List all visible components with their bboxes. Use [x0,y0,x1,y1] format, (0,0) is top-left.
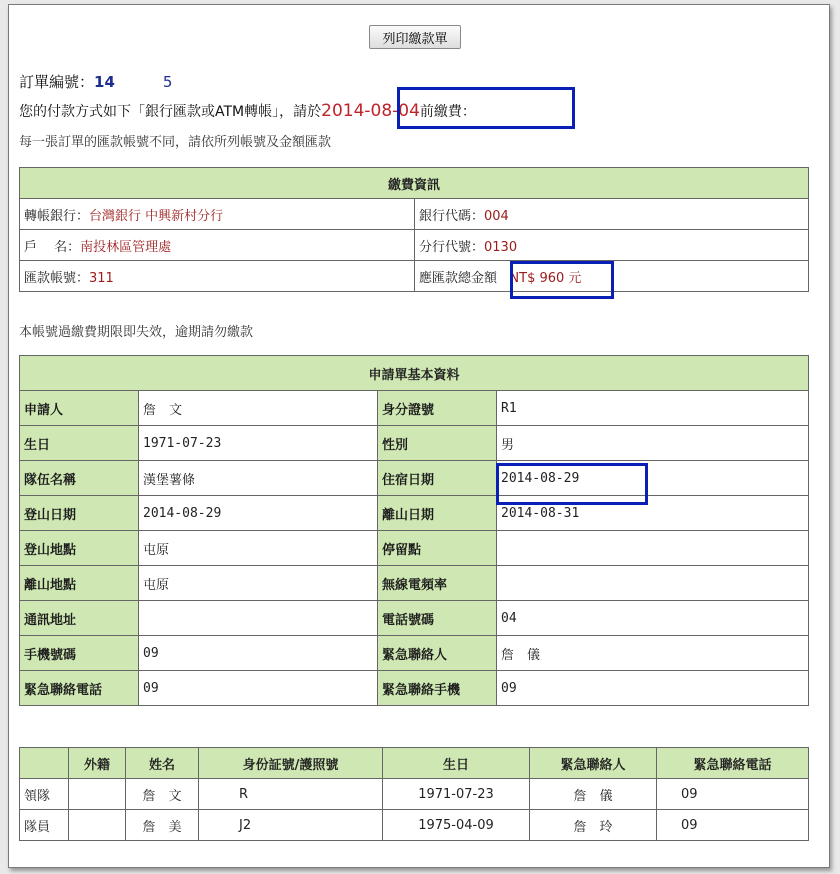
phone-value: 04 [497,601,809,636]
leave-location-value: 屯原 [139,566,378,601]
member-role: 隊員 [20,810,69,841]
climb-location-label: 登山地點 [20,531,139,566]
emergency-mobile-value: 09 [497,671,809,706]
phone-label: 電話號碼 [378,601,497,636]
bank-code-label: 銀行代碼： [419,208,485,224]
payment-info-header: 繳費資訊 [20,168,809,199]
total-amount-value: NT$ 960 元 [509,270,582,286]
gender-value: 男 [497,426,809,461]
leave-date-label: 離山日期 [378,496,497,531]
application-row [20,671,809,706]
birthday-label: 生日 [20,426,139,461]
bank-code-cell [415,199,809,230]
member-name: 詹 美 [126,810,199,841]
note-account-expire: 本帳號過繳費期限即失效，逾期請勿繳款 [19,325,254,340]
mobile-value: 09 [139,636,378,671]
leave-date-value: 2014-08-31 [497,496,809,531]
member-name: 詹 文 [126,779,199,810]
payment-due-date: 2014-08-04 [321,101,420,121]
member-contact: 詹 儀 [530,779,657,810]
members-col-phone: 緊急聯絡電話 [657,748,809,779]
member-role: 領隊 [20,779,69,810]
application-header: 申請單基本資料 [20,356,809,391]
radio-frequency-value [497,566,809,601]
address-value [139,601,378,636]
account-number-cell [20,261,415,292]
members-col-foreign: 外籍 [69,748,126,779]
account-name-label: 戶 名： [24,239,81,255]
order-number-line [19,71,172,92]
stop-point-label: 停留點 [378,531,497,566]
id-number-label: 身分證號 [378,391,497,426]
mobile-label: 手機號碼 [20,636,139,671]
member-birthday: 1971-07-23 [383,779,530,810]
lodging-date-highlight-box [496,463,648,505]
emergency-phone-label: 緊急聯絡電話 [20,671,139,706]
order-number-tail: 5 [162,73,173,91]
payment-method-prefix: 您的付款方式如下「銀行匯款或ATM轉帳」，請於 [19,104,322,120]
member-contact: 詹 玲 [530,810,657,841]
application-table [19,355,809,706]
application-row [20,531,809,566]
lodging-date-value: 2014-08-29 [497,461,809,496]
application-row [20,426,809,461]
bank-code-value: 004 [484,208,509,224]
applicant-value: 詹 文 [139,391,378,426]
bank-label: 轉帳銀行： [24,208,90,224]
account-name-cell [20,230,415,261]
lodging-date-label: 住宿日期 [378,461,497,496]
account-number-value: 311 [89,270,114,286]
climb-date-label: 登山日期 [20,496,139,531]
gender-label: 性別 [378,426,497,461]
member-foreign [69,779,126,810]
stop-point-value [497,531,809,566]
leave-location-label: 離山地點 [20,566,139,601]
members-col-name: 姓名 [126,748,199,779]
address-label: 通訊地址 [20,601,139,636]
due-date-highlight-box [397,87,575,129]
print-payment-slip-button[interactable]: 列印繳款單 [369,25,461,49]
member-phone: 09 [657,810,809,841]
member-id: J2 [199,810,383,841]
payment-method-suffix: 前繳費： [419,104,476,120]
emergency-contact-value: 詹 儀 [497,636,809,671]
branch-code-label: 分行代號： [419,239,485,255]
member-phone: 09 [657,779,809,810]
member-foreign [69,810,126,841]
member-id: R [199,779,383,810]
emergency-phone-value: 09 [139,671,378,706]
total-amount-label: 應匯款總金額 [419,270,498,286]
table-row [20,779,809,810]
order-number-value: 14 [94,73,115,91]
bank-value: 台灣銀行 中興新村分行 [89,208,224,224]
table-row [20,810,809,841]
bank-cell [20,199,415,230]
members-col-id: 身份証號/護照號 [199,748,383,779]
note-each-order: 每一張訂單的匯款帳號不同，請依所列帳號及金額匯款 [19,135,332,150]
application-row [20,461,809,496]
application-row [20,391,809,426]
members-col-birthday: 生日 [383,748,530,779]
order-number-label: 訂單編號： [19,73,95,91]
id-number-value: R1 [497,391,809,426]
members-col-role [20,748,69,779]
account-name-value: 南投林區管理處 [80,239,172,255]
birthday-value: 1971-07-23 [139,426,378,461]
team-name-label: 隊伍名稱 [20,461,139,496]
members-table [19,747,809,841]
application-row [20,566,809,601]
account-number-label: 匯款帳號： [24,270,90,286]
application-row [20,496,809,531]
branch-code-value: 0130 [484,239,518,255]
climb-date-value: 2014-08-29 [139,496,378,531]
member-birthday: 1975-04-09 [383,810,530,841]
emergency-contact-label: 緊急聯絡人 [378,636,497,671]
application-row [20,636,809,671]
radio-frequency-label: 無線電頻率 [378,566,497,601]
branch-code-cell [415,230,809,261]
application-row [20,601,809,636]
team-name-value: 漢堡薯條 [139,461,378,496]
applicant-label: 申請人 [20,391,139,426]
climb-location-value: 屯原 [139,531,378,566]
emergency-mobile-label: 緊急聯絡手機 [378,671,497,706]
payment-info-table [19,167,809,292]
members-col-contact: 緊急聯絡人 [530,748,657,779]
payment-slip-page [8,4,830,868]
total-amount-highlight-box [510,261,614,299]
